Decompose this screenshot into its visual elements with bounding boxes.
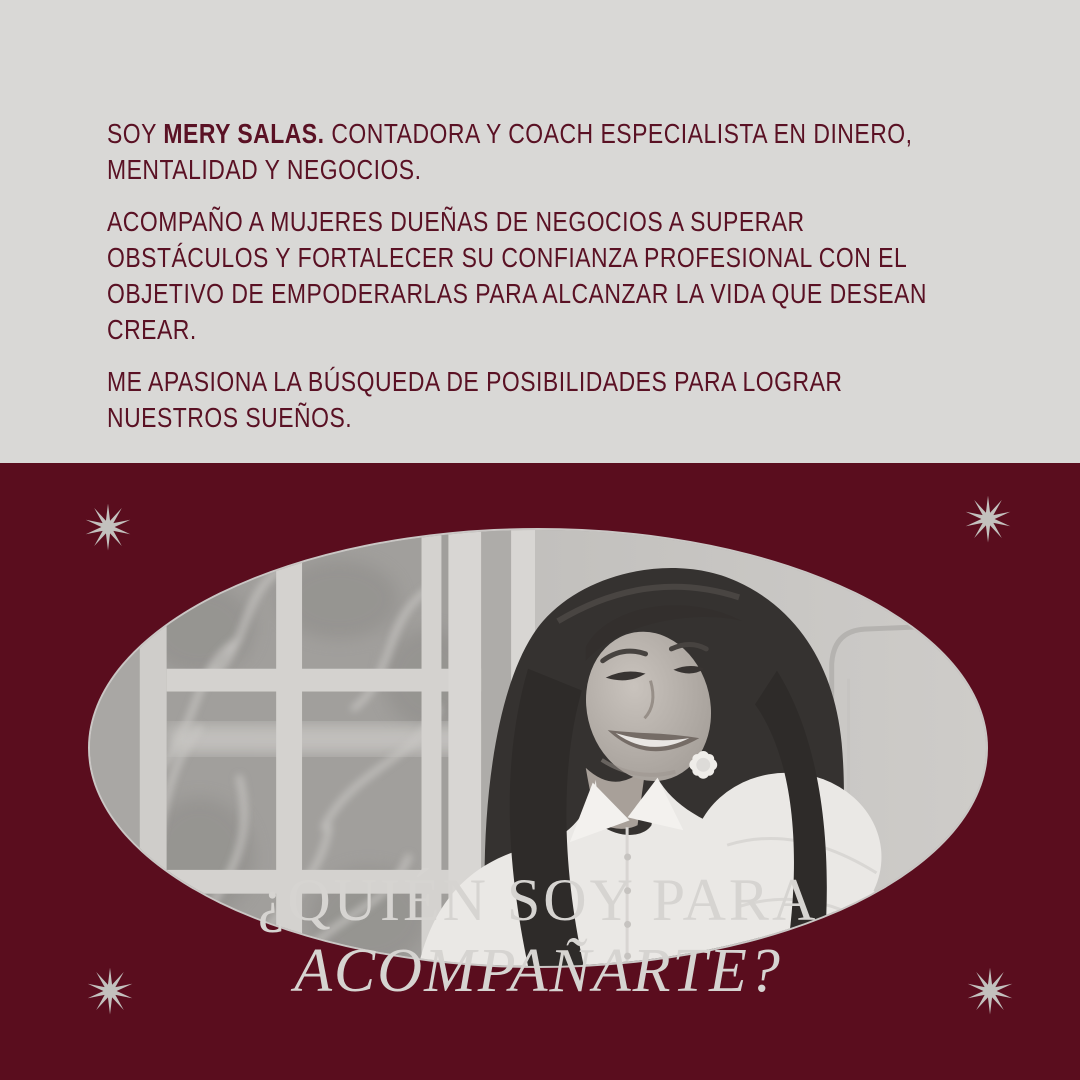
starburst-icon [85,966,135,1016]
starburst-icon [965,966,1015,1016]
heading-line-1: ¿QUIÉN SOY PARA [257,867,819,933]
intro-paragraph-3 [107,364,1080,436]
heading-line-2: ACOMPAÑARTE? [294,937,782,1005]
portrait-photo [88,528,988,968]
intro-line: OBSTÁCULOS Y FORTALECER SU CONFIANZA PROFESIONAL CON EL [107,242,908,273]
intro-line: MENTALIDAD Y NEGOCIOS. [107,154,422,185]
hero-section [0,463,1080,1080]
author-name: MERY SALAS. [163,118,325,149]
intro-line: NUESTROS SUEÑOS. [107,402,353,433]
intro-section [0,0,1080,463]
intro-line: ME APASIONA LA BÚSQUEDA DE POSIBILIDADES PARA LOGRAR [107,366,843,397]
intro-line: ACOMPAÑO A MUJERES DUEÑAS DE NEGOCIOS A SUPERAR [107,206,805,237]
intro-paragraph-2 [107,204,1080,348]
intro-line [107,116,913,152]
intro-line: OBJETIVO DE EMPODERARLAS PARA ALCANZAR LA VIDA QUE DESEAN [107,278,927,309]
intro-paragraph-1 [107,116,1080,188]
intro-line: CREAR. [107,314,197,345]
intro-text: SOY [107,118,164,149]
intro-text: CONTADORA Y COACH ESPECIALISTA EN DINERO, [324,118,913,149]
starburst-icon [83,502,133,552]
starburst-icon [963,494,1013,544]
